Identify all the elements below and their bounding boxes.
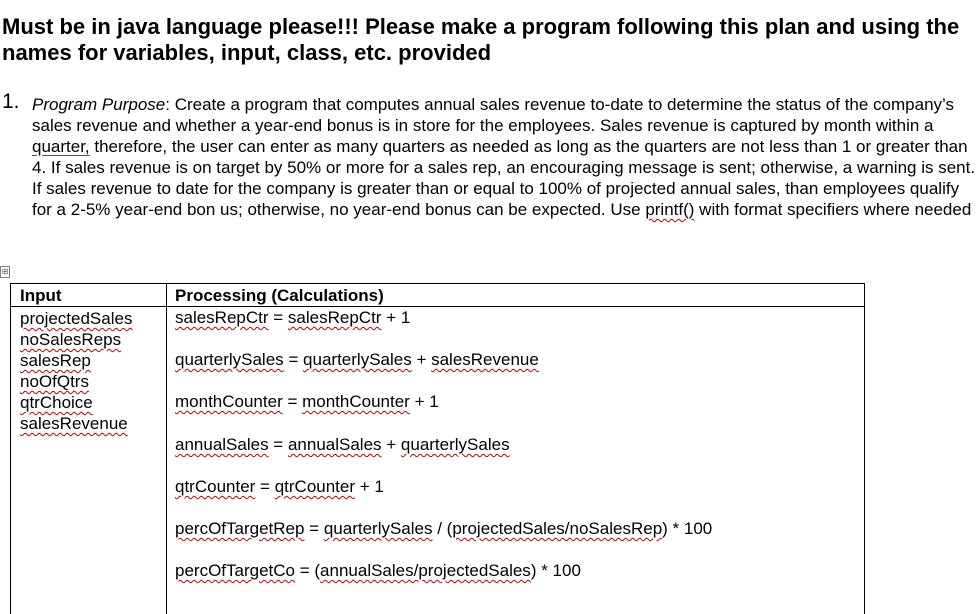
calc-op: ) * 100 <box>662 519 713 538</box>
calc-lhs: qtrCounter <box>175 477 256 496</box>
calc-op: = <box>304 519 324 538</box>
input-list <box>20 308 132 434</box>
input-column-header: Input <box>20 286 62 305</box>
processing-column-header: Processing (Calculations) <box>175 286 384 305</box>
calc-lhs: annualSales <box>175 435 269 454</box>
calc-op: / ( <box>432 519 453 538</box>
calculation-line <box>175 518 712 539</box>
ipo-table <box>10 283 865 614</box>
calc-op: + <box>381 435 401 454</box>
input-item: qtrChoice <box>20 393 93 412</box>
table-move-handle-icon[interactable]: ⊞ <box>1 267 9 276</box>
calc-term: qtrCounter <box>274 477 356 496</box>
program-purpose-label: Program Purpose <box>32 95 166 114</box>
calc-term: annualSales/projectedSales <box>320 561 531 580</box>
quarter-word: quarter, <box>32 137 90 156</box>
calculation-line <box>175 349 539 370</box>
calc-lhs: salesRepCtr <box>175 308 269 327</box>
input-item: noSalesReps <box>20 330 122 349</box>
input-item: salesRevenue <box>20 414 128 433</box>
calc-op: ) * 100 <box>530 561 581 580</box>
printf-word: printf() <box>645 200 695 219</box>
calc-op: = <box>255 477 275 496</box>
calculation-line <box>175 307 410 328</box>
calculation-line <box>175 434 510 455</box>
calc-term: quarterlySales <box>400 435 510 454</box>
purpose-text-part-2: therefore, the user can enter as many quarters as needed as long as the quarters are not less than 1 or greater than 4. If sales revenue is on target by 50% or more for a sales rep, an encouraging message is sent; otherwise, a warning is sent. If sales revenue to date for the company is greater than or equal to 100% of projected annual sales, than employees qualify for a 2-5% year-end bon us; otherwise, no year-end bonus can be expected. Use <box>32 137 976 219</box>
calc-term: quarterlySales <box>323 519 433 538</box>
calc-term: salesRepCtr <box>287 308 382 327</box>
calc-term: monthCounter <box>302 392 410 411</box>
calc-lhs: percOfTargetCo <box>175 561 295 580</box>
purpose-text-part-3: with format specifiers where needed <box>694 200 972 219</box>
calculation-line <box>175 560 581 581</box>
calculation-line <box>175 476 384 497</box>
calc-term: salesRevenue <box>431 350 539 369</box>
calc-term: annualSales <box>287 435 382 454</box>
header-divider <box>11 306 864 307</box>
calc-op: = <box>282 392 303 411</box>
input-item: projectedSales <box>20 309 133 328</box>
calc-lhs: monthCounter <box>175 392 283 411</box>
calc-term: quarterlySales <box>303 350 412 369</box>
label-colon: : <box>165 95 170 114</box>
input-item: salesRep <box>20 351 91 370</box>
calc-lhs: percOfTargetRep <box>175 519 305 538</box>
column-divider <box>166 284 167 614</box>
calc-op: = <box>283 350 304 369</box>
calc-op: = ( <box>295 561 321 580</box>
list-item-number: 1. <box>2 90 20 113</box>
program-purpose-paragraph <box>32 94 976 220</box>
purpose-text-part-1: Create a program that computes annual sales revenue to-date to determine the status of the company’s sales revenue and whether a year-end bonus is in store for the employees. Sales revenue is captured by month within a <box>32 95 954 135</box>
input-item: noOfQtrs <box>20 372 89 391</box>
calc-op: + 1 <box>355 477 384 496</box>
calc-op: = <box>268 435 288 454</box>
calc-op: + 1 <box>409 392 439 411</box>
document-title: Must be in java language please!!! Please make a program following this plan and using the names for variables, input, class, etc. provided <box>2 14 960 65</box>
calc-term: projectedSales/noSalesRep <box>452 519 663 538</box>
calc-op: = <box>268 308 288 327</box>
calc-op: + <box>411 350 432 369</box>
calc-op: + 1 <box>381 308 411 327</box>
calc-lhs: quarterlySales <box>175 350 284 369</box>
calculation-line <box>175 391 439 412</box>
